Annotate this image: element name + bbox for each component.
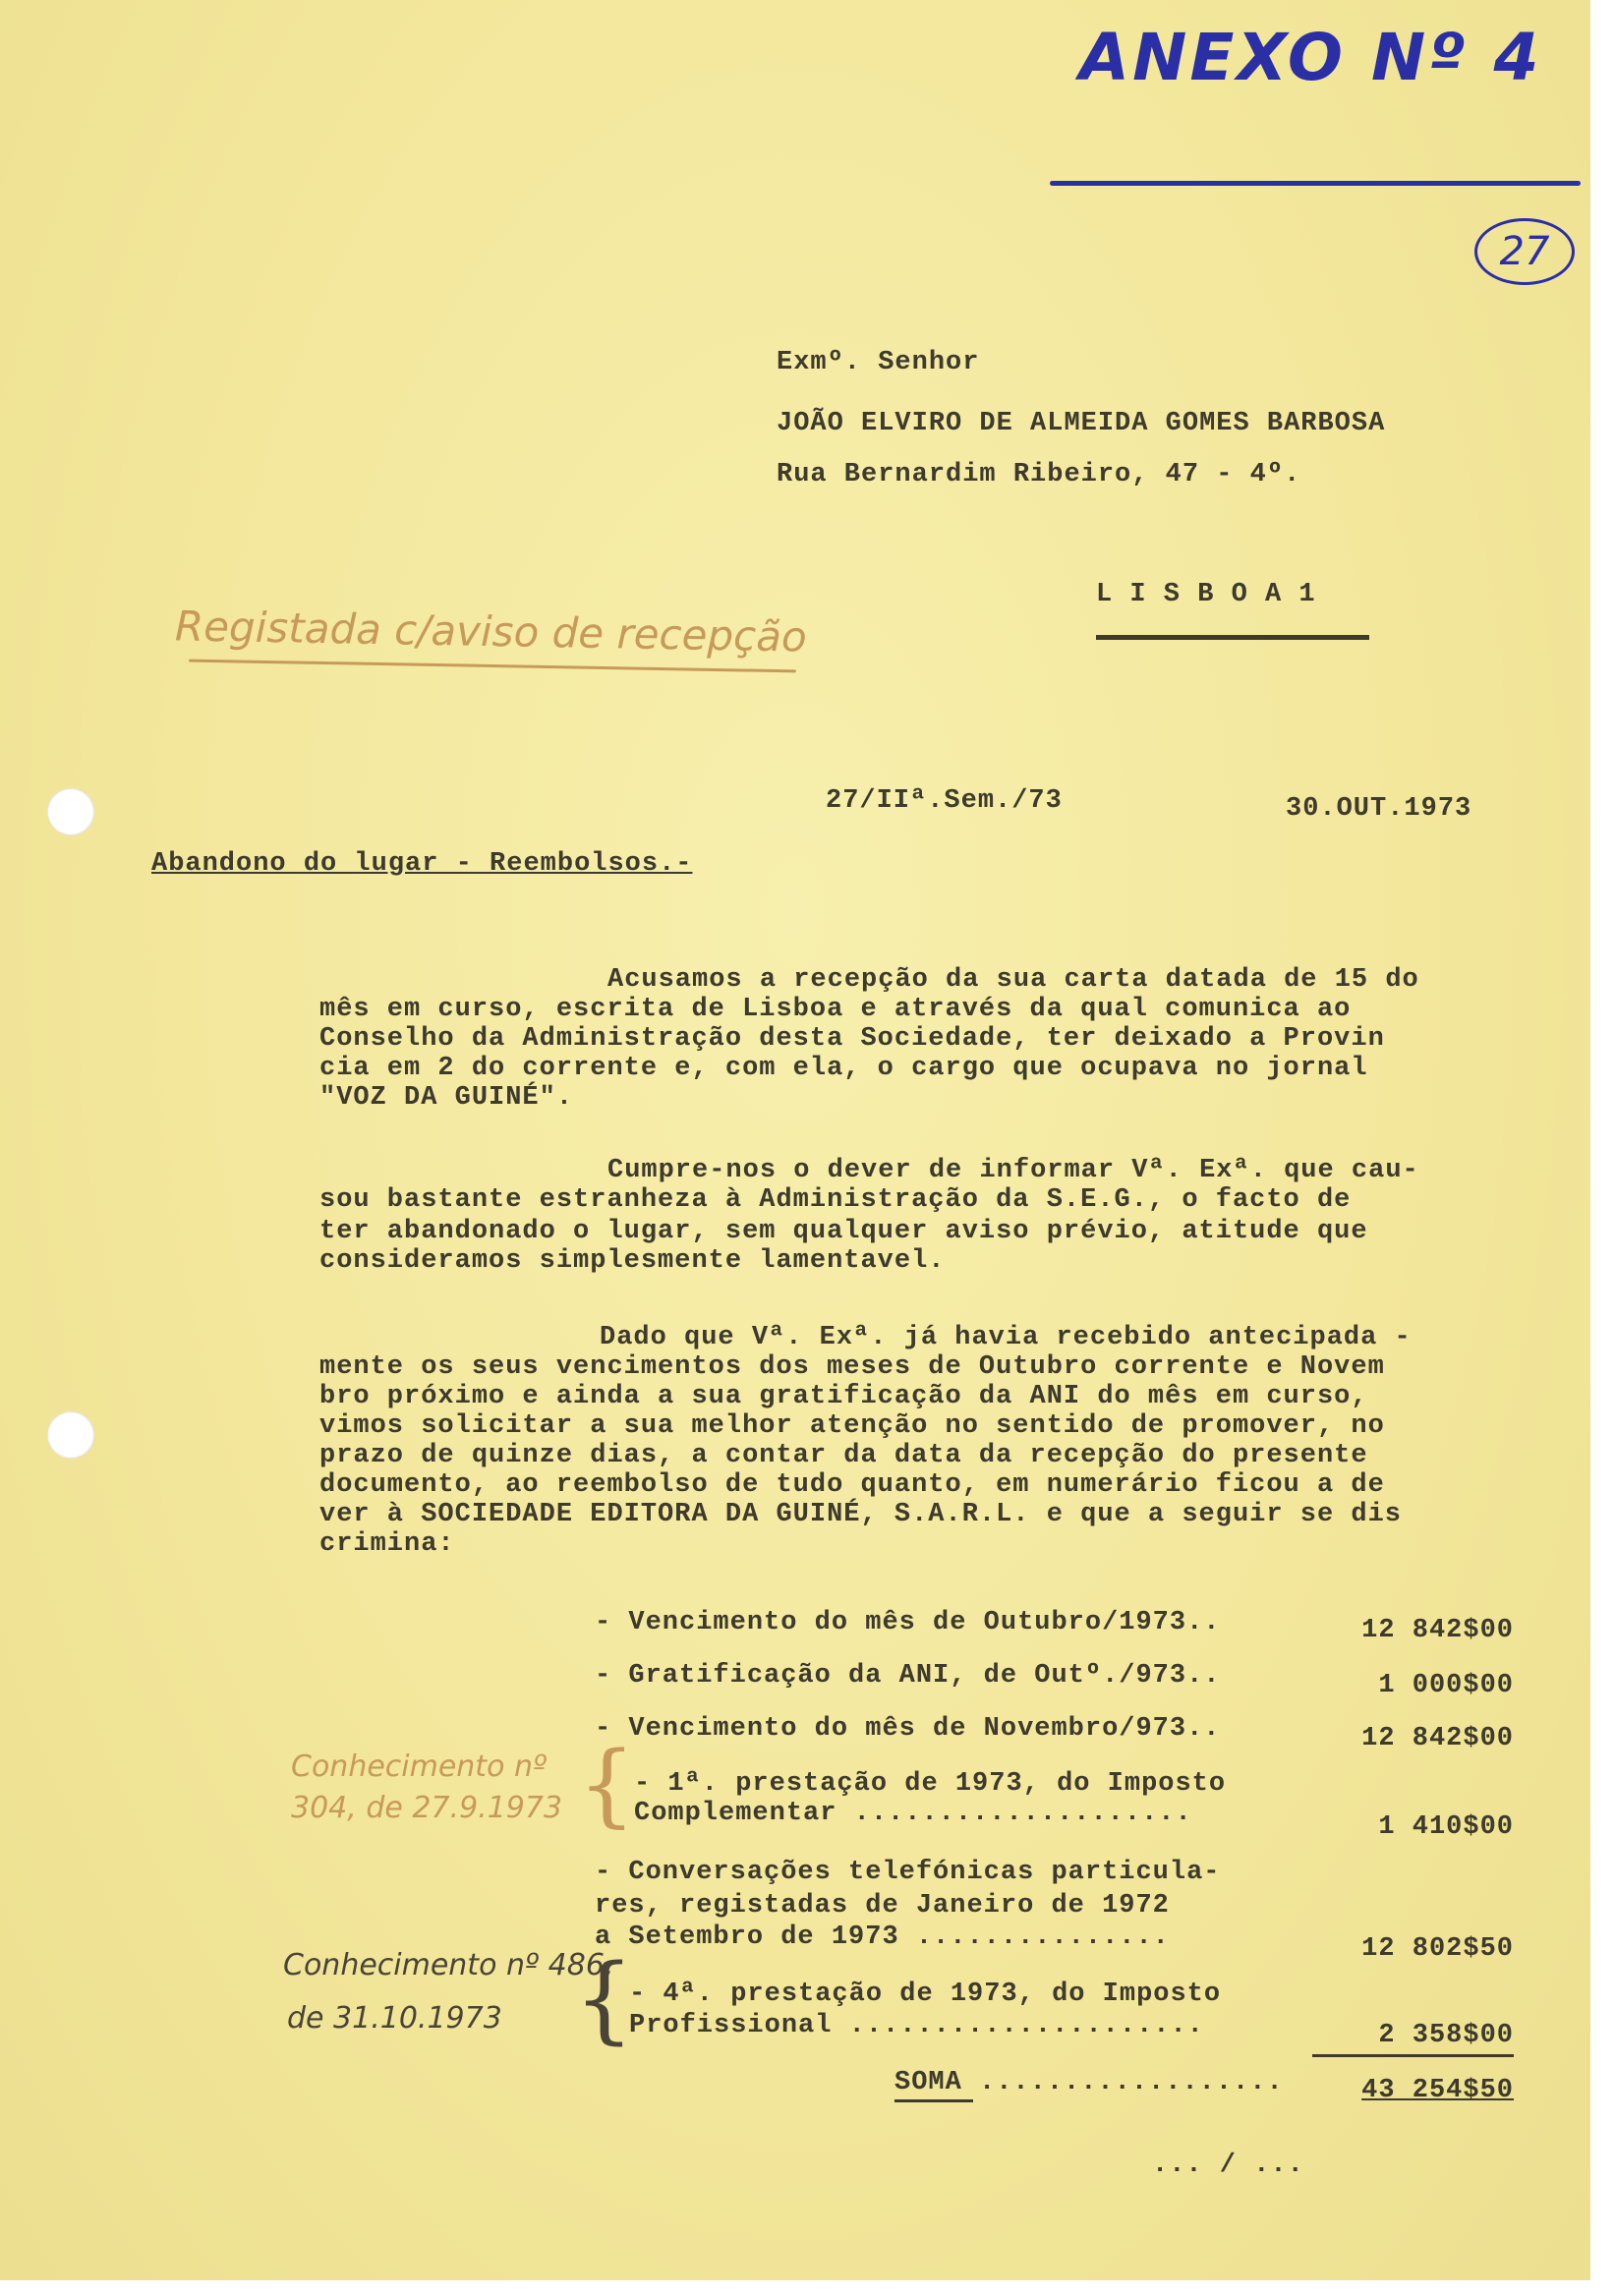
item-line: - Vencimento do mês de Novembro/973.. — [595, 1714, 1221, 1744]
item-line: a Setembro de 1973 ............... — [595, 1923, 1170, 1952]
paragraph-line: Conselho da Administração desta Sociedade, ter deixado a Provin — [319, 1024, 1385, 1054]
letter-date: 30.OUT.1973 — [1286, 794, 1472, 824]
addressee-salutation: Exmº. Senhor — [777, 348, 980, 377]
paragraph-line: ver à SOCIEDADE EDITORA DA GUINÉ, S.A.R.L. e que a seguir se dis — [319, 1500, 1402, 1529]
page-number-circle — [1474, 218, 1575, 285]
item-line: - 1ª. prestação de 1973, do Imposto — [634, 1769, 1227, 1799]
addressee-street: Rua Bernardim Ribeiro, 47 - 4º. — [777, 460, 1301, 489]
paragraph-line: "VOZ DA GUINÉ". — [319, 1083, 574, 1113]
punch-hole-top — [47, 788, 94, 835]
reference-number: 27/IIª.Sem./73 — [826, 786, 1063, 816]
paragraph-line: ter abandonado o lugar, sem qualquer aviso prévio, atitude que — [319, 1217, 1368, 1246]
paragraph-line: documento, ao reembolso de tudo quanto, em numerário ficou a de — [319, 1470, 1385, 1500]
annex-underline — [1050, 181, 1581, 186]
paragraph-line: bro próximo e ainda a sua gratificação da ANI do mês em curso, — [319, 1382, 1368, 1411]
item-amount: 12 842$00 — [1361, 1616, 1514, 1645]
item-line: - Vencimento do mês de Outubro/1973.. — [595, 1608, 1221, 1637]
item-line: Complementar .................... — [634, 1799, 1192, 1828]
paragraph-line: sou bastante estranheza à Administração da S.E.G., o facto de — [319, 1185, 1352, 1215]
paragraph-line: Acusamos a recepção da sua carta datada de 15 do — [607, 965, 1419, 995]
paragraph-line: mês em curso, escrita de Lisboa e através da qual comunica ao — [319, 995, 1352, 1024]
item-line: res, registadas de Janeiro de 1972 — [595, 1891, 1170, 1921]
page-number: 27 — [1499, 229, 1550, 274]
item-amount: 1 410$00 — [1378, 1812, 1514, 1842]
addressee-city: L I S B O A 1 — [1096, 580, 1316, 609]
punch-hole-bottom — [47, 1411, 94, 1459]
paragraph-line: Dado que Vª. Exª. já havia recebido antecipada - — [600, 1323, 1412, 1352]
annex-label: ANEXO Nº 4 — [1079, 20, 1542, 95]
subtotal-rule — [1312, 2054, 1514, 2057]
item-amount: 12 842$00 — [1361, 1724, 1514, 1753]
margin-note-line: Conhecimento nº 486, — [283, 1948, 614, 1982]
total-amount: 43 254$50 — [1361, 2076, 1514, 2105]
registered-note: Registada c/aviso de recepção — [174, 602, 808, 661]
paragraph-line: prazo de quinze dias, a contar da data da recepção do presente — [319, 1441, 1368, 1470]
subject-line: Abandono do lugar - Reembolsos.- — [151, 849, 693, 879]
paragraph-line: cia em 2 do corrente e, com ela, o cargo que ocupava no jornal — [319, 1054, 1368, 1083]
item-amount: 1 000$00 — [1378, 1671, 1514, 1700]
item-amount: 12 802$50 — [1361, 1934, 1514, 1964]
paragraph-line: vimos solicitar a sua melhor atenção no sentido de promover, no — [319, 1411, 1385, 1441]
registered-note-underline — [189, 660, 796, 673]
paragraph-line: consideramos simplesmente lamentavel. — [319, 1246, 946, 1276]
addressee-name: JOÃO ELVIRO DE ALMEIDA GOMES BARBOSA — [777, 409, 1386, 438]
city-underline — [1096, 635, 1369, 640]
margin-note-line: 304, de 27.9.1973 — [291, 1791, 563, 1825]
item-amount: 2 358$00 — [1378, 2021, 1514, 2050]
paragraph-line: Cumpre-nos o dever de informar Vª. Exª. que cau- — [607, 1156, 1419, 1185]
paragraph-line: crimina: — [319, 1529, 455, 1559]
item-line: - 4ª. prestação de 1973, do Imposto — [629, 1980, 1222, 2009]
bracket-icon: { — [574, 1944, 635, 2054]
continuation-mark: ... / ... — [1152, 2151, 1304, 2180]
total-label: SOMA .................. — [894, 2068, 1284, 2097]
margin-note-line: de 31.10.1973 — [287, 2001, 502, 2036]
margin-note-line: Conhecimento nº — [291, 1750, 548, 1784]
paragraph-line: mente os seus vencimentos dos meses de Outubro corrente e Novem — [319, 1352, 1385, 1382]
item-line: Profissional ..................... — [629, 2011, 1204, 2040]
item-line: - Conversações telefónicas particula- — [595, 1858, 1221, 1887]
item-line: - Gratificação da ANI, de Outº./973.. — [595, 1661, 1221, 1691]
total-label-underline — [894, 2099, 973, 2102]
bracket-icon: { — [578, 1732, 636, 1837]
